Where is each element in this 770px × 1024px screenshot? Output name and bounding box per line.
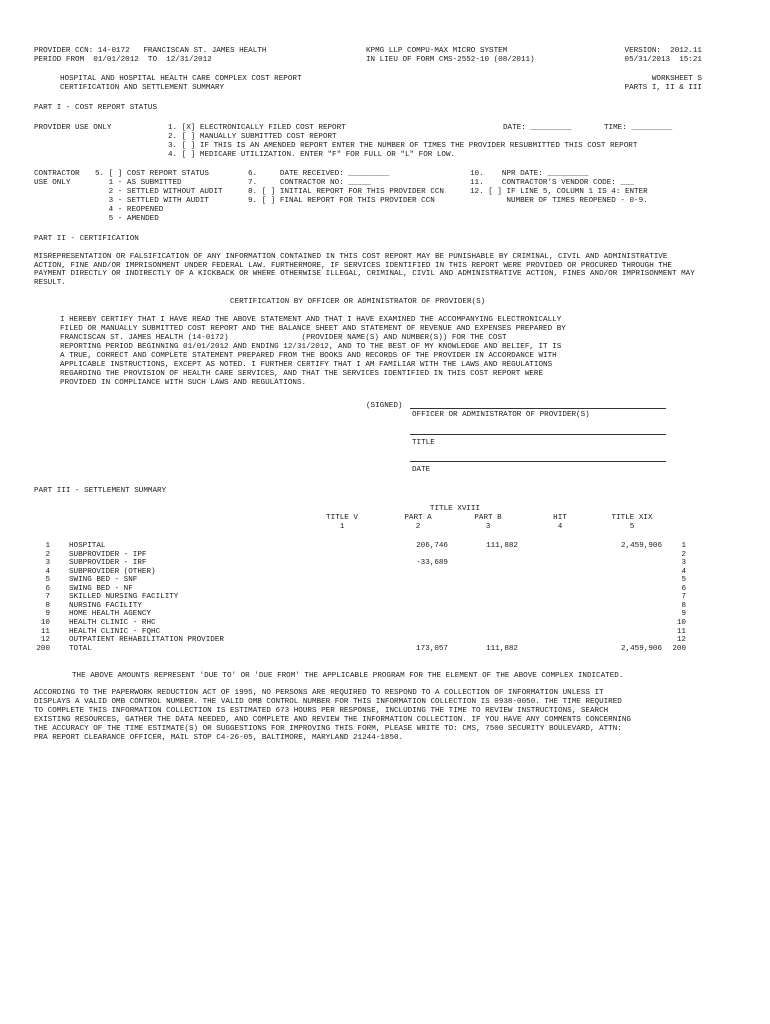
row-number-right: 11 xyxy=(676,627,686,636)
cert-line: REPORTING PERIOD BEGINNING 01/01/2012 AND ENDING 12/31/2012, AND TO THE BEST OF MY KNOWLEDGE AND BELIEF, IT IS xyxy=(60,343,562,351)
cert-line: APPLICABLE INSTRUCTIONS, EXCEPT AS NOTED. I FURTHER CERTIFY THAT I AM FAMILIAR WITH THE LAWS AND REGULATIONS xyxy=(60,361,553,369)
row-label: SUBPROVIDER - IRF xyxy=(69,559,147,568)
cert-line: REGARDING THE PROVISION OF HEALTH CARE SERVICES, AND THAT THE SERVICES IDENTIFIED IN THIS COST REPORT WERE xyxy=(60,370,544,378)
col-header-part-a: PART A xyxy=(404,514,432,522)
cell-c2: 173,057 xyxy=(416,644,448,653)
report-title: HOSPITAL AND HOSPITAL HEALTH CARE COMPLEX COST REPORT xyxy=(60,75,302,83)
settlement-footnote: THE ABOVE AMOUNTS REPRESENT 'DUE TO' OR 'DUE FROM' THE APPLICABLE PROGRAM FOR THE ELEMENT OF THE ABOVE COMPLEX INDICATED. xyxy=(72,672,624,680)
contractor-right-item: 11. CONTRACTOR'S VENDOR CODE: ___ xyxy=(470,179,635,187)
contractor-mid-item: 6. DATE RECEIVED: _________ xyxy=(248,170,390,178)
row-number-right: 12 xyxy=(676,636,686,645)
cert-line: PROVIDED IN COMPLIANCE WITH SUCH LAWS AND REGULATIONS. xyxy=(60,379,307,387)
title-xviii-header: TITLE XVIII xyxy=(429,505,481,513)
row-number: 7 xyxy=(45,593,50,602)
provider-ccn: PROVIDER CCN: 14-0172 FRANCISCAN ST. JAMES HEALTH xyxy=(34,47,267,55)
col-num: 3 xyxy=(485,523,491,531)
col-num: 4 xyxy=(557,523,563,531)
row-number: 10 xyxy=(40,618,50,627)
col-header-hit: HIT xyxy=(553,514,567,522)
version: VERSION: 2012.11 xyxy=(624,47,702,55)
paperwork-line: DISPLAYS A VALID OMB CONTROL NUMBER. THE VALID OMB CONTROL NUMBER FOR THIS INFORMATION COLLECTION IS 0938-0050. THE TIME REQUIRED xyxy=(34,698,622,706)
row-label: NURSING FACILITY xyxy=(69,601,142,610)
parts-label: PARTS I, II & III xyxy=(624,84,702,92)
col-num: 2 xyxy=(415,523,421,531)
row-number: 4 xyxy=(45,567,50,576)
signed-label: (SIGNED) xyxy=(366,402,403,410)
row-number: 9 xyxy=(45,610,50,619)
row-number: 200 xyxy=(36,644,50,653)
cell-c3: 111,882 xyxy=(486,542,518,550)
date-line xyxy=(410,461,666,462)
contractor-status-item: 3 - SETTLED WITH AUDIT xyxy=(95,197,209,205)
contractor-label: CONTRACTOR xyxy=(34,170,80,178)
contractor-mid-item: 8. [ ] INITIAL REPORT FOR THIS PROVIDER CCN xyxy=(248,188,444,196)
row-number-right: 6 xyxy=(681,584,686,593)
status-item: 1. [X] ELECTRONICALLY FILED COST REPORT xyxy=(168,124,346,132)
title-label: TITLE xyxy=(412,439,435,447)
cell-c3: 111,882 xyxy=(486,644,518,653)
contractor-right-item: NUMBER OF TIMES REOPENED - 0-9. xyxy=(470,197,648,205)
row-label: SWING BED - NF xyxy=(69,584,133,593)
row-number: 3 xyxy=(45,559,50,568)
part2-heading: PART II - CERTIFICATION xyxy=(34,235,139,243)
row-label: HEALTH CLINIC - FQHC xyxy=(69,627,161,636)
paperwork-line: TO COMPLETE THIS INFORMATION COLLECTION IS ESTIMATED 673 HOURS PER RESPONSE, INCLUDING THE TIME TO REVIEW INSTRUCTIONS, SEARCH xyxy=(34,707,609,715)
officer-label: OFFICER OR ADMINISTRATOR OF PROVIDER(S) xyxy=(412,411,590,419)
row-number: 1 xyxy=(45,542,50,550)
report-subtitle: CERTIFICATION AND SETTLEMENT SUMMARY xyxy=(60,84,225,92)
provider-use-only: PROVIDER USE ONLY xyxy=(34,124,112,132)
paperwork-line: ACCORDING TO THE PAPERWORK REDUCTION ACT OF 1995, NO PERSONS ARE REQUIRED TO RESPOND TO A COLLECTION OF INFORMATION UNLESS IT xyxy=(34,689,604,697)
row-number-right: 200 xyxy=(672,644,686,653)
cell-c5: 2,459,906 xyxy=(620,644,662,653)
row-number-right: 4 xyxy=(681,567,686,576)
row-number-right: 3 xyxy=(681,559,686,568)
row-label: TOTAL xyxy=(69,644,92,653)
cert-line: FILED OR MANUALLY SUBMITTED COST REPORT AND THE BALANCE SHEET AND STATEMENT OF REVENUE AND EXPENSES PREPARED BY xyxy=(60,325,566,333)
contractor-mid-item: 7. CONTRACTOR NO: _____ xyxy=(248,179,372,187)
row-label: SKILLED NURSING FACILITY xyxy=(69,593,179,602)
paperwork-line: THE ACCURACY OF THE TIME ESTIMATE(S) OR SUGGESTIONS FOR IMPROVING THIS FORM, PLEASE WRITE TO: CMS, 7500 SECURITY BOULEVARD, ATTN: xyxy=(34,725,622,733)
row-label: HEALTH CLINIC - RHC xyxy=(69,618,156,627)
part3-heading: PART III - SETTLEMENT SUMMARY xyxy=(34,487,167,495)
status-item: 2. [ ] MANUALLY SUBMITTED COST REPORT xyxy=(168,133,337,141)
row-number: 11 xyxy=(40,627,50,636)
row-label: HOSPITAL xyxy=(69,542,106,550)
row-number-right: 1 xyxy=(681,542,686,550)
warning-paragraph: MISREPRESENTATION OR FALSIFICATION OF ANY INFORMATION CONTAINED IN THIS COST REPORT MAY BE PUNISHABLE BY CRIMINAL, CIVIL AND ADMINISTRATIVE ACTION, FINE AND/OR IMPRISONMENT UNDER FEDERAL LAW. FURTHERMORE, IF SERVICES IDENTIFIED IN THIS REPORT WERE PROVIDED OR PROCURED THROUGH THE PAYMENT DIRECTLY OR INDIRECTLY OF A KICKBACK OR WHERE OTHERWISE ILLEGAL, CRIMINAL, CIVIL AND ADMINISTRATIVE ACTION, FINES AND/OR IMPRISONMENT MAY RESULT. xyxy=(34,253,695,287)
contractor-status-item: 5 - AMENDED xyxy=(95,215,159,223)
row-number-right: 10 xyxy=(676,618,686,627)
contractor-right-item: 10. NPR DATE: _________ xyxy=(470,170,589,178)
row-number: 2 xyxy=(45,550,50,559)
contractor-mid-item: 9. [ ] FINAL REPORT FOR THIS PROVIDER CCN xyxy=(248,197,435,205)
row-number: 12 xyxy=(40,636,50,645)
row-number-right: 5 xyxy=(681,576,686,585)
row-label: SWING BED - SNF xyxy=(69,576,138,585)
row-label: OUTPATIENT REHABILITATION PROVIDER xyxy=(69,636,224,645)
row-number-right: 9 xyxy=(681,610,686,619)
part1-heading: PART I - COST REPORT STATUS xyxy=(34,104,158,112)
certification-title: CERTIFICATION BY OFFICER OR ADMINISTRATOR OF PROVIDER(S) xyxy=(230,298,486,306)
row-number-right: 7 xyxy=(681,593,686,602)
contractor-status-item: 4 - REOPENED xyxy=(95,206,164,214)
cell-c5: 2,459,906 xyxy=(620,542,662,550)
status-item: 3. [ ] IF THIS IS AN AMENDED REPORT ENTER THE NUMBER OF TIMES THE PROVIDER RESUBMITTED THIS COST REPORT xyxy=(168,142,638,150)
col-num: 1 xyxy=(339,523,345,531)
date-field: DATE: _________ xyxy=(503,124,572,132)
time-field: TIME: _________ xyxy=(604,124,673,132)
worksheet-label: WORKSHEET S xyxy=(651,75,702,83)
row-number-right: 8 xyxy=(681,601,686,610)
signature-line xyxy=(410,408,666,409)
contractor-right-item: 12. [ ] IF LINE 5, COLUMN 1 IS 4: ENTER xyxy=(470,188,648,196)
row-label: SUBPROVIDER (OTHER) xyxy=(69,567,156,576)
system-name: KPMG LLP COMPU-MAX MICRO SYSTEM xyxy=(366,47,508,55)
cert-line: I HEREBY CERTIFY THAT I HAVE READ THE ABOVE STATEMENT AND THAT I HAVE EXAMINED THE ACCOMPANYING ELECTRONICALLY xyxy=(60,316,562,324)
contractor-status-item: 1 - AS SUBMITTED xyxy=(95,179,182,187)
col-header-title-v: TITLE V xyxy=(326,514,358,522)
use-only-label: USE ONLY xyxy=(34,179,71,187)
cert-line: A TRUE, CORRECT AND COMPLETE STATEMENT PREPARED FROM THE BOOKS AND RECORDS OF THE PROVIDER IN ACCORDANCE WITH xyxy=(60,352,557,360)
period: PERIOD FROM 01/01/2012 TO 12/31/2012 xyxy=(34,56,212,64)
cert-line: FRANCISCAN ST. JAMES HEALTH (14-0172) (PROVIDER NAME(S) AND NUMBER(S)) FOR THE COST xyxy=(60,334,507,342)
form-name: IN LIEU OF FORM CMS-2552-10 (08/2011) xyxy=(366,56,535,64)
paperwork-line: EXISTING RESOURCES, GATHER THE DATA NEEDED, AND COMPLETE AND REVIEW THE INFORMATION COLLECTION. IF YOU HAVE ANY COMMENTS CONCERNING xyxy=(34,716,631,724)
row-number: 5 xyxy=(45,576,50,585)
datetime: 05/31/2013 15:21 xyxy=(624,56,702,64)
col-header-part-b: PART B xyxy=(474,514,502,522)
cell-c2: 206,746 xyxy=(416,542,448,550)
paperwork-line: PRA REPORT CLEARANCE OFFICER, MAIL STOP C4-26-05, BALTIMORE, MARYLAND 21244-1850. xyxy=(34,734,404,742)
row-number-right: 2 xyxy=(681,550,686,559)
row-label: HOME HEALTH AGENCY xyxy=(69,610,152,619)
col-header-title-xix: TITLE XIX xyxy=(611,514,653,522)
date-label: DATE xyxy=(412,466,431,474)
row-number: 8 xyxy=(45,601,50,610)
row-label: SUBPROVIDER - IPF xyxy=(69,550,147,559)
contractor-status-item: 5. [ ] COST REPORT STATUS xyxy=(95,170,209,178)
status-item: 4. [ ] MEDICARE UTILIZATION. ENTER "F" FOR FULL OR "L" FOR LOW. xyxy=(168,151,456,159)
contractor-status-item: 2 - SETTLED WITHOUT AUDIT xyxy=(95,188,223,196)
cell-c2: -33,689 xyxy=(416,559,448,568)
col-num: 5 xyxy=(629,523,635,531)
row-number: 6 xyxy=(45,584,50,593)
title-line xyxy=(410,434,666,435)
